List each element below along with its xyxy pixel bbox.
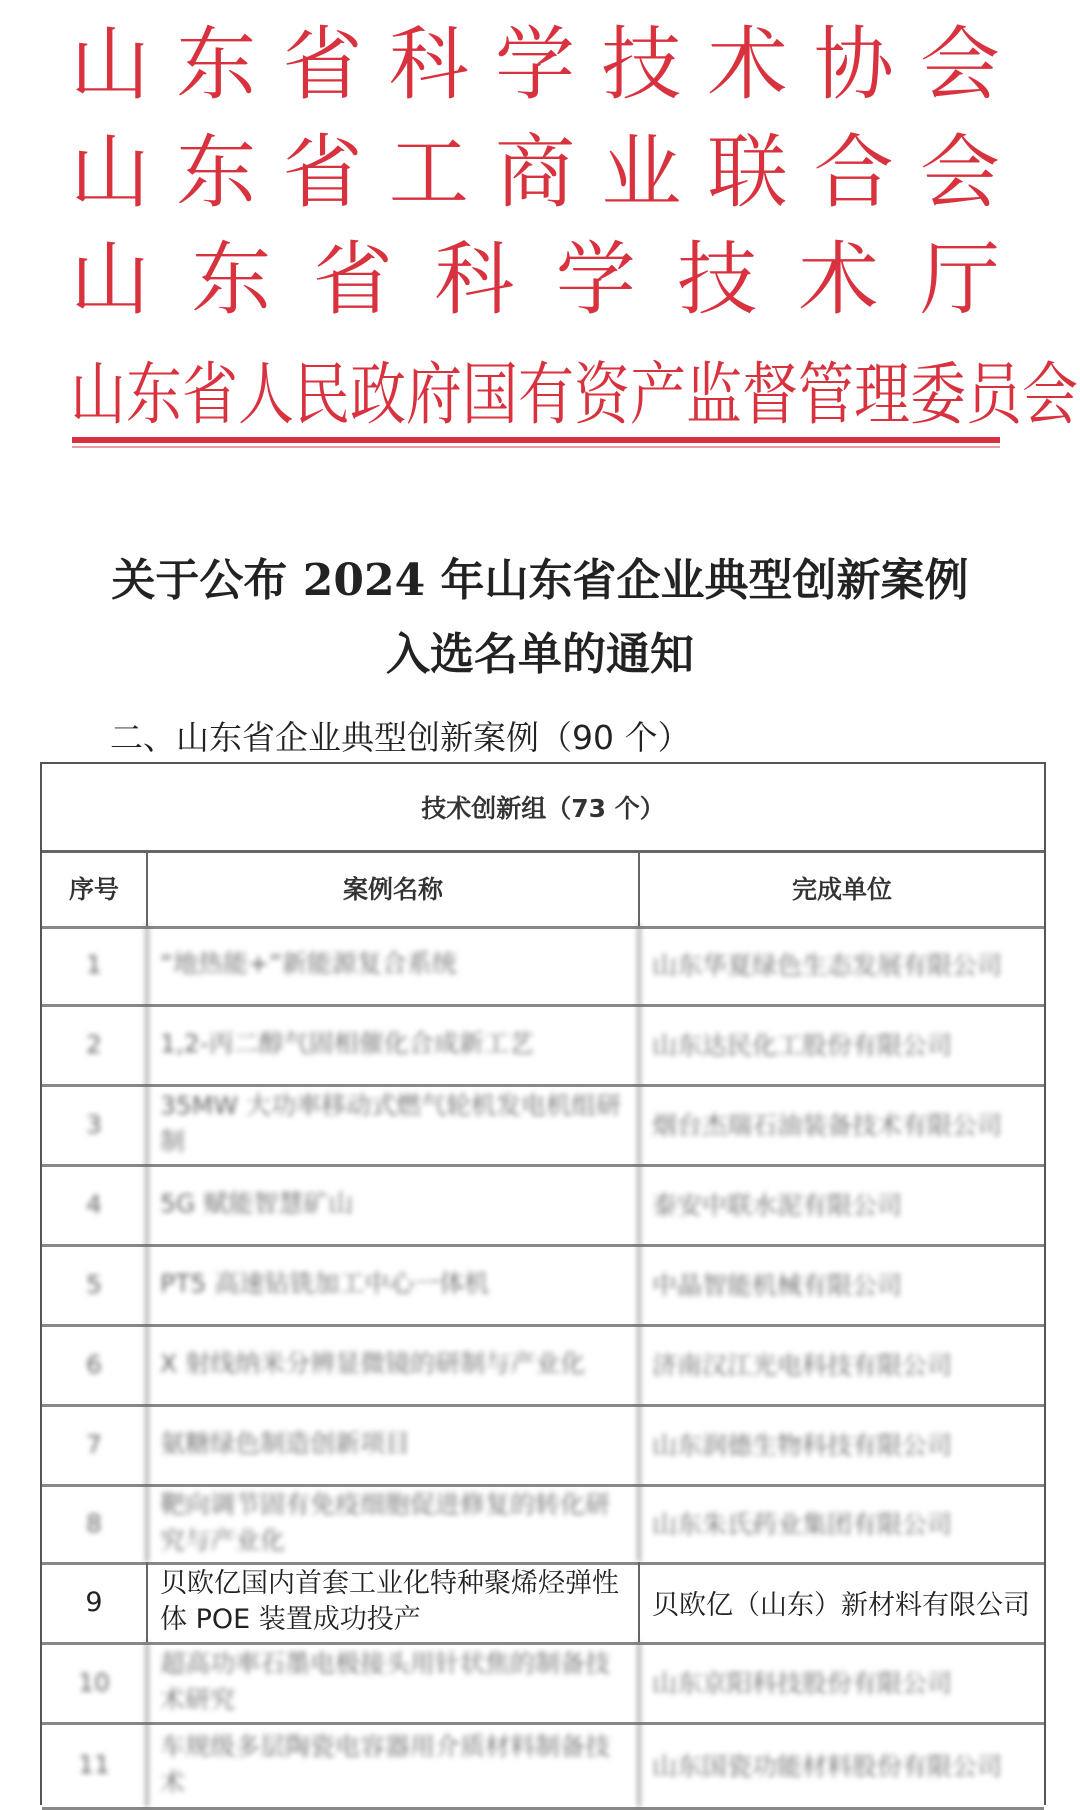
table-row [42, 1004, 1044, 1087]
letterhead-line-1: 山 东 省 科 学 技 术 协 会 [70, 18, 1000, 111]
cases-table [40, 762, 1046, 1805]
row-number: 2 [42, 1004, 148, 1084]
row-case-name: 氨糖绿色制造创新项目 [148, 1404, 640, 1484]
letterhead-divider [72, 437, 1000, 443]
row-organization: 烟台杰瑞石油装备技术有限公司 [652, 1111, 1003, 1140]
row-number: 6 [42, 1324, 148, 1404]
table-row [42, 1164, 1044, 1247]
row-case-name: 1,2-丙二醇气固相催化合成新工艺 [148, 1004, 640, 1084]
row-case-name: X 射线纳米分辨显微镜的研制与产业化 [148, 1324, 640, 1404]
table-row [42, 1484, 1044, 1565]
row-number: 1 [42, 924, 148, 1004]
table-row [42, 1562, 1044, 1645]
table-row [42, 1722, 1044, 1810]
table-row [42, 1084, 1044, 1167]
row-organization: 山东朱氏药业集团有限公司 [652, 1510, 953, 1539]
row-organization: 贝欧亿（山东）新材料有限公司 [652, 1589, 1030, 1621]
table-row [42, 1404, 1044, 1487]
table-row [42, 1244, 1044, 1327]
document-title-line-2: 入选名单的通知 [386, 629, 694, 680]
row-organization: 山东国瓷功能材料股份有限公司 [652, 1751, 1003, 1781]
row-organization: 济南汉江光电科技有限公司 [652, 1351, 953, 1380]
document-title-line-1: 关于公布 2024 年山东省企业典型创新案例 [111, 555, 969, 606]
row-case-name: 车规级多层陶瓷电容器用介质材料制备技术 [148, 1722, 640, 1807]
table-group-title: 技术创新组（73 个） [42, 764, 1044, 853]
row-organization: 山东润德生物科技有限公司 [652, 1431, 953, 1460]
row-organization: 泰安中联水泥有限公司 [652, 1191, 903, 1220]
row-case-name: 靶向调节固有免疫细胞促进修复的转化研究与产业化 [148, 1484, 640, 1562]
row-case-name: 5G 赋能智慧矿山 [148, 1164, 640, 1244]
table-row [42, 924, 1044, 1007]
table-header-row [42, 850, 1044, 929]
header-organization: 完成单位 [791, 875, 892, 904]
row-case-name: 贝欧亿国内首套工业化特种聚烯烃弹性体 POE 装置成功投产 [148, 1562, 640, 1642]
section-heading: 二、山东省企业典型创新案例（90 个） [110, 718, 691, 757]
row-number: 3 [42, 1084, 148, 1164]
table-row [42, 1642, 1044, 1725]
row-number: 4 [42, 1164, 148, 1244]
row-number: 10 [42, 1642, 148, 1722]
row-organization: 山东华夏绿色生态发展有限公司 [652, 951, 1003, 980]
row-organization: 山东京阳科技股份有限公司 [652, 1669, 953, 1698]
header-case-name: 案例名称 [148, 850, 640, 926]
header-number: 序号 [42, 850, 148, 926]
letterhead-line-3: 山 东 省 科 学 技 术 厅 [70, 233, 1000, 326]
row-number: 8 [42, 1484, 148, 1562]
row-case-name: PT5 高速钻铣加工中心一体机 [148, 1244, 640, 1324]
row-number: 11 [42, 1722, 148, 1807]
row-case-name: 35MW 大功率移动式燃气轮机发电机组研制 [148, 1084, 640, 1164]
letterhead-divider-shadow [72, 446, 1000, 448]
row-number: 9 [42, 1562, 148, 1642]
row-organization: 山东达民化工股份有限公司 [652, 1031, 953, 1060]
row-case-name: 超高功率石墨电极接头用针状焦的制备技术研究 [148, 1642, 640, 1722]
letterhead-line-4: 山 东 省 人 民 政 府 国 有 资 产 监 督 管 理 委 员 会 [70, 355, 1078, 435]
row-number: 5 [42, 1244, 148, 1324]
row-case-name: “地热能+”新能源复合系统 [148, 924, 640, 1004]
row-number: 7 [42, 1404, 148, 1484]
row-organization: 中晶智能机械有限公司 [652, 1271, 903, 1300]
letterhead-line-2: 山 东 省 工 商 业 联 合 会 [70, 126, 1000, 219]
table-row [42, 1324, 1044, 1407]
